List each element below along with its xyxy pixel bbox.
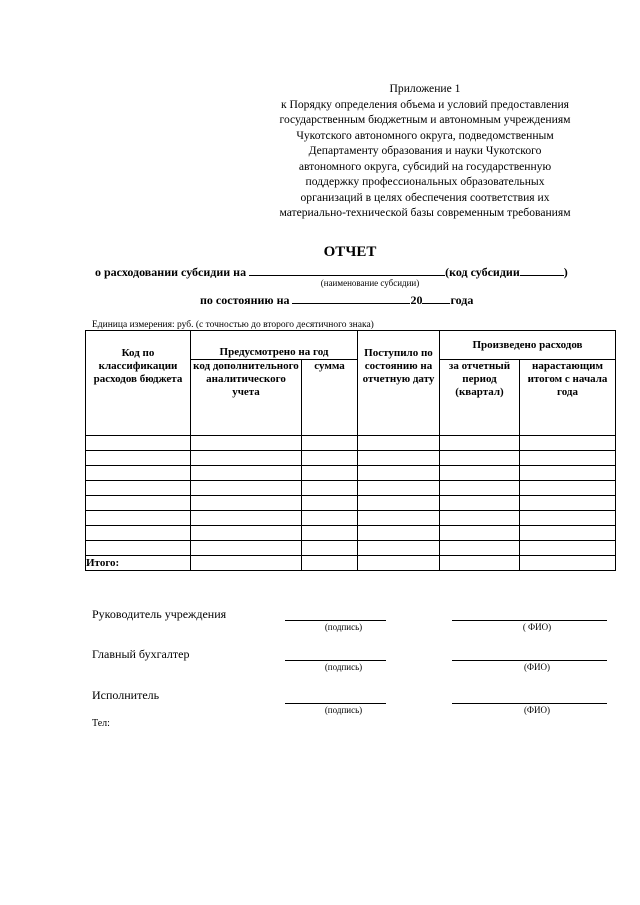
signature-executor-sign-line[interactable] bbox=[285, 703, 386, 704]
header-budget-code: Код по классификации расходов бюджета bbox=[86, 331, 191, 436]
table-row bbox=[86, 511, 616, 526]
unit-of-measure: Единица измерения: руб. (с точностью до второго десятичного знака) bbox=[92, 320, 374, 330]
header-spent-cumulative: нарастающим итогом с начала года bbox=[520, 360, 616, 436]
appendix-line: организаций в целях обеспечения соответствия их bbox=[300, 190, 550, 204]
header-spent-period: за отчетный период (квартал) bbox=[440, 360, 520, 436]
table-row bbox=[86, 541, 616, 556]
appendix-line: Чукотского автономного округа, подведомственным bbox=[296, 128, 554, 142]
subsidy-name-field[interactable] bbox=[249, 263, 445, 276]
table-row bbox=[86, 481, 616, 496]
signature-executor-fio-hint: (ФИО) bbox=[523, 705, 551, 715]
report-year-prefix: 20 bbox=[410, 293, 423, 307]
report-date-field[interactable] bbox=[292, 291, 410, 304]
table-row bbox=[86, 436, 616, 451]
header-spent: Произведено расходов bbox=[440, 331, 616, 360]
signature-accountant-sign-line[interactable] bbox=[285, 660, 386, 661]
report-year-suffix: года bbox=[450, 293, 474, 307]
subsidy-code-close: ) bbox=[563, 265, 568, 279]
signature-head-label: Руководитель учреждения bbox=[92, 607, 227, 621]
subsidy-code-label: (код субсидии bbox=[445, 265, 520, 279]
header-planned-code: код дополнительного аналитического учета bbox=[191, 360, 302, 436]
appendix-line: Приложение 1 bbox=[389, 82, 461, 95]
signature-executor-label: Исполнитель bbox=[92, 688, 160, 702]
report-date-line bbox=[200, 291, 473, 308]
signature-head-fio-hint: ( ФИО) bbox=[522, 622, 552, 632]
report-year-field[interactable] bbox=[422, 291, 450, 304]
total-row bbox=[86, 556, 616, 571]
signature-accountant-fio-hint: (ФИО) bbox=[523, 662, 551, 672]
appendix-line: поддержку профессиональных образовательных bbox=[305, 175, 545, 188]
header-planned: Предусмотрено на год bbox=[191, 331, 358, 360]
signature-executor-fio-line[interactable] bbox=[452, 703, 607, 704]
appendix-line: материально-технической базы современным требованиям bbox=[279, 206, 571, 219]
signature-head-sign-hint: (подпись) bbox=[324, 622, 363, 632]
subsidy-name-hint: (наименование субсидии) bbox=[320, 278, 420, 288]
signature-accountant-label: Главный бухгалтер bbox=[92, 647, 190, 661]
report-title: ОТЧЕТ bbox=[323, 244, 377, 260]
appendix-line: автономного округа, субсидий на государственную bbox=[298, 159, 552, 173]
appendix-block bbox=[250, 81, 600, 221]
signature-head-sign-line[interactable] bbox=[285, 620, 386, 621]
header-planned-sum: сумма bbox=[302, 360, 358, 436]
phone-label: Тел: bbox=[92, 718, 110, 729]
table-row bbox=[86, 496, 616, 511]
total-label: Итого: bbox=[86, 556, 191, 571]
signature-head-fio-line[interactable] bbox=[452, 620, 607, 621]
subsidy-code-field[interactable] bbox=[520, 263, 564, 276]
report-table bbox=[85, 330, 616, 571]
report-date-prefix: по состоянию на bbox=[200, 293, 290, 307]
table-row bbox=[86, 526, 616, 541]
signature-accountant-sign-hint: (подпись) bbox=[324, 662, 363, 672]
table-row bbox=[86, 466, 616, 481]
signature-accountant-fio-line[interactable] bbox=[452, 660, 607, 661]
appendix-line: государственным бюджетным и автономным учреждениям bbox=[279, 113, 571, 126]
report-subject-prefix: о расходовании субсидии на bbox=[95, 265, 247, 279]
table-row bbox=[86, 451, 616, 466]
appendix-line: Департаменту образования и науки Чукотского bbox=[308, 144, 542, 157]
signature-executor-sign-hint: (подпись) bbox=[324, 705, 363, 715]
header-received: Поступило по состоянию на отчетную дату bbox=[358, 331, 440, 436]
appendix-line: к Порядку определения объема и условий предоставления bbox=[280, 97, 570, 111]
